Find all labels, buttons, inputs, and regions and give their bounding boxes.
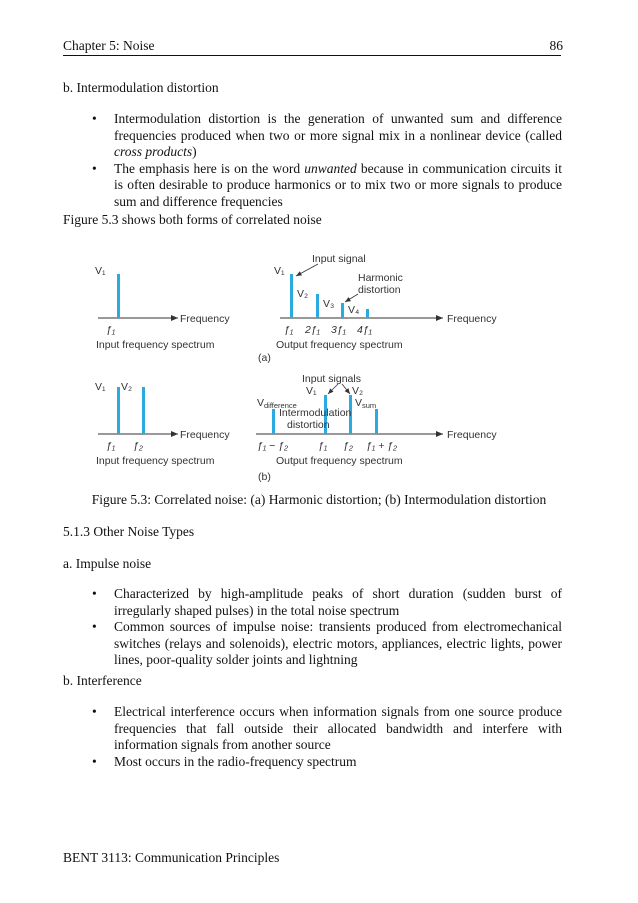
input-signals-annotation: Input signals <box>302 373 361 385</box>
pointer-arrow <box>342 384 350 394</box>
pointer-arrow <box>328 384 338 394</box>
label-f1-minus-f2: ƒ₁ − ƒ₂ <box>257 440 288 452</box>
page-number: 86 <box>549 38 563 53</box>
spectral-line <box>117 274 120 318</box>
harmonic-annotation-line1: Harmonic <box>358 272 403 284</box>
label-2f1: 2ƒ₁ <box>305 324 320 336</box>
output-spectrum-title: Output frequency spectrum <box>276 339 403 351</box>
list-item: • Electrical interference occurs when information signals from one source produce frequencies that fall outside their allocated bandwidth and interfere with information signals from another source <box>92 704 562 754</box>
spectral-line <box>316 294 319 318</box>
label-f2: ƒ₂ <box>133 440 143 452</box>
spectral-line <box>142 387 145 434</box>
label-3f1: 3ƒ₁ <box>331 324 346 336</box>
section-heading-other-noise: 5.1.3 Other Noise Types <box>63 524 195 539</box>
figure-caption: Figure 5.3: Correlated noise: (a) Harmonic distortion; (b) Intermodulation distortion <box>91 492 547 507</box>
page-footer: BENT 3113: Communication Principles <box>63 850 280 865</box>
label-f1: ƒ₁ <box>106 440 116 452</box>
impulse-bullets <box>92 586 562 669</box>
label-v4: V₄ <box>348 304 360 316</box>
label-frequency: Frequency <box>447 313 497 325</box>
list-item: • The emphasis here is on the word unwanted because in communication circuits it is often desirable to produce harmonics or to mix two or more signals to produce sum and difference frequencies <box>92 161 562 211</box>
spectral-line <box>290 274 293 318</box>
label-f1-plus-f2: ƒ₁ + ƒ₂ <box>366 440 397 452</box>
list-item: • Common sources of impulse noise: transients produced from electromechanical switches (relays and solenoids), electric motors, appliances, electric lights, power lines, poor-quality solder joints and lightning <box>92 619 562 669</box>
label-f1: ƒ₁ <box>284 324 294 336</box>
chapter-title: Chapter 5: Noise <box>63 38 155 53</box>
panel-label-a: (a) <box>258 352 271 364</box>
section-heading-intermodulation: b. Intermodulation distortion <box>63 80 219 95</box>
output-spectrum-title: Output frequency spectrum <box>276 455 403 467</box>
label-frequency: Frequency <box>180 313 230 325</box>
interference-bullets <box>92 704 562 770</box>
label-v2: V₂ <box>352 385 364 397</box>
panel-label-b: (b) <box>258 471 271 483</box>
label-f1: ƒ₁ <box>318 440 328 452</box>
pointer-arrow <box>345 294 358 302</box>
label-v3: V₃ <box>323 298 335 310</box>
label-v2: V₂ <box>121 381 133 393</box>
spectral-line <box>366 309 369 318</box>
label-v1: V₁ <box>95 265 106 277</box>
spectral-line <box>341 303 344 318</box>
spectral-line <box>272 409 275 434</box>
harmonic-annotation-line2: distortion <box>358 284 401 296</box>
label-v-sum: Vsum <box>355 397 377 410</box>
label-v1: V₁ <box>274 265 285 277</box>
list-item: • Intermodulation distortion is the generation of unwanted sum and difference frequencies produced when two or more signal mix in a nonlinear device (called cross products) <box>92 111 562 161</box>
intermod-annotation-line1: Intermodulation <box>279 407 352 419</box>
list-item: • Most occurs in the radio-frequency spectrum <box>92 754 562 771</box>
label-frequency: Frequency <box>180 429 230 441</box>
list-item: • Characterized by high-amplitude peaks of short duration (sudden burst of irregularly shaped pulses) in the total noise spectrum <box>92 586 562 619</box>
section-heading-interference: b. Interference <box>63 673 142 688</box>
label-4f1: 4ƒ₁ <box>357 324 372 336</box>
section-heading-impulse: a. Impulse noise <box>63 556 152 571</box>
label-f2: ƒ₂ <box>343 440 353 452</box>
input-spectrum-title: Input frequency spectrum <box>96 455 215 467</box>
spectral-line <box>375 409 378 434</box>
label-v-difference: Vdifference <box>257 397 297 410</box>
label-v2: V₂ <box>297 288 309 300</box>
figure-intro: Figure 5.3 shows both forms of correlated noise <box>63 212 322 227</box>
label-f1: ƒ₁ <box>106 324 116 336</box>
spectral-line <box>117 387 120 434</box>
pointer-arrow <box>296 264 318 276</box>
label-frequency: Frequency <box>447 429 497 441</box>
intermod-annotation-line2: distortion <box>287 419 330 431</box>
input-signal-annotation: Input signal <box>312 253 366 265</box>
input-spectrum-title: Input frequency spectrum <box>96 339 215 351</box>
label-v1: V₁ <box>306 385 317 397</box>
label-v1: V₁ <box>95 381 106 393</box>
